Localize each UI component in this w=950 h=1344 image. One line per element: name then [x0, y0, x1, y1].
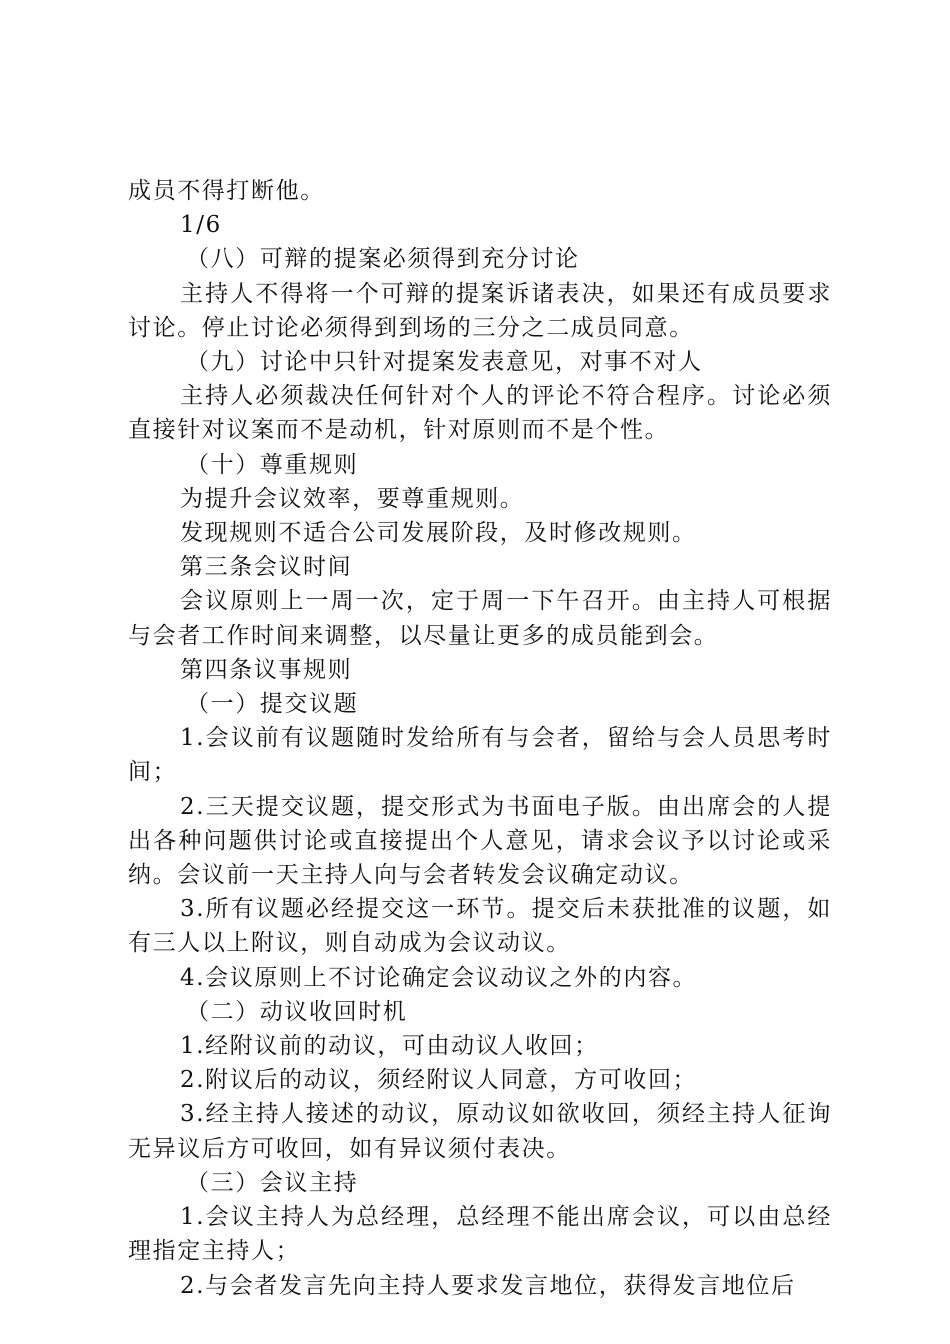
list-item: 4.会议原则上不讨论确定会议动议之外的内容。	[180, 964, 698, 991]
paragraph: 主持人不得将一个可辩的提案诉诸表决，如果还有成员要求讨论。停止讨论必须得到到场的三分之二成员同意。	[128, 280, 832, 341]
list-item: 3.所有议题必经提交这一环节。提交后未获批准的议题，如有三人以上附议，则自动成为会议动议。	[128, 896, 832, 957]
list-item: 2.与会者发言先向主持人要求发言地位，获得发言地位后	[180, 1272, 796, 1299]
page-number: 1/6	[180, 212, 222, 239]
list-item: 2.附议后的动议，须经附议人同意，方可收回；	[180, 1067, 698, 1094]
section-heading: （二）动议收回时机	[186, 998, 408, 1025]
paragraph: 为提升会议效率，要尊重规则。	[180, 485, 525, 512]
paragraph: 主持人必须裁决任何针对个人的评论不符合程序。讨论必须直接针对议案而不是动机，针对原则而不是个性。	[128, 383, 832, 444]
list-item: 1.会议主持人为总经理，总经理不能出席会议，可以由总经理指定主持人；	[128, 1204, 832, 1265]
paragraph: 会议原则上一周一次，定于周一下午召开。由主持人可根据与会者工作时间来调整，以尽量让更多的成员能到会。	[128, 588, 832, 649]
list-item: 1.经附议前的动议，可由动议人收回；	[180, 1033, 599, 1060]
article-heading: 第三条会议时间	[180, 554, 353, 581]
paragraph: 成员不得打断他。	[128, 178, 325, 204]
list-item: 2.三天提交议题，提交形式为书面电子版。由出席会的人提出各种问题供讨论或直接提出个人意见，请求会议予以讨论或采纳。会议前一天主持人向与会者转发会议确定动议。	[128, 793, 832, 889]
paragraph: 发现规则不适合公司发展阶段，及时修改规则。	[180, 520, 697, 547]
section-heading: （一）提交议题	[186, 691, 359, 718]
article-heading: 第四条议事规则	[180, 656, 353, 683]
list-item: 3.经主持人接述的动议，原动议如欲收回，须经主持人征询无异议后方可收回，如有异议须付表决。	[128, 1101, 832, 1162]
section-heading: （三）会议主持	[186, 1169, 359, 1196]
section-heading: （八）可辩的提案必须得到充分讨论	[186, 246, 580, 273]
list-item: 1.会议前有议题随时发给所有与会者，留给与会人员思考时间；	[128, 725, 832, 786]
document-body	[128, 174, 832, 1303]
section-heading: （九）讨论中只针对提案发表意见，对事不对人	[186, 349, 703, 376]
section-heading: （十）尊重规则	[186, 451, 359, 478]
